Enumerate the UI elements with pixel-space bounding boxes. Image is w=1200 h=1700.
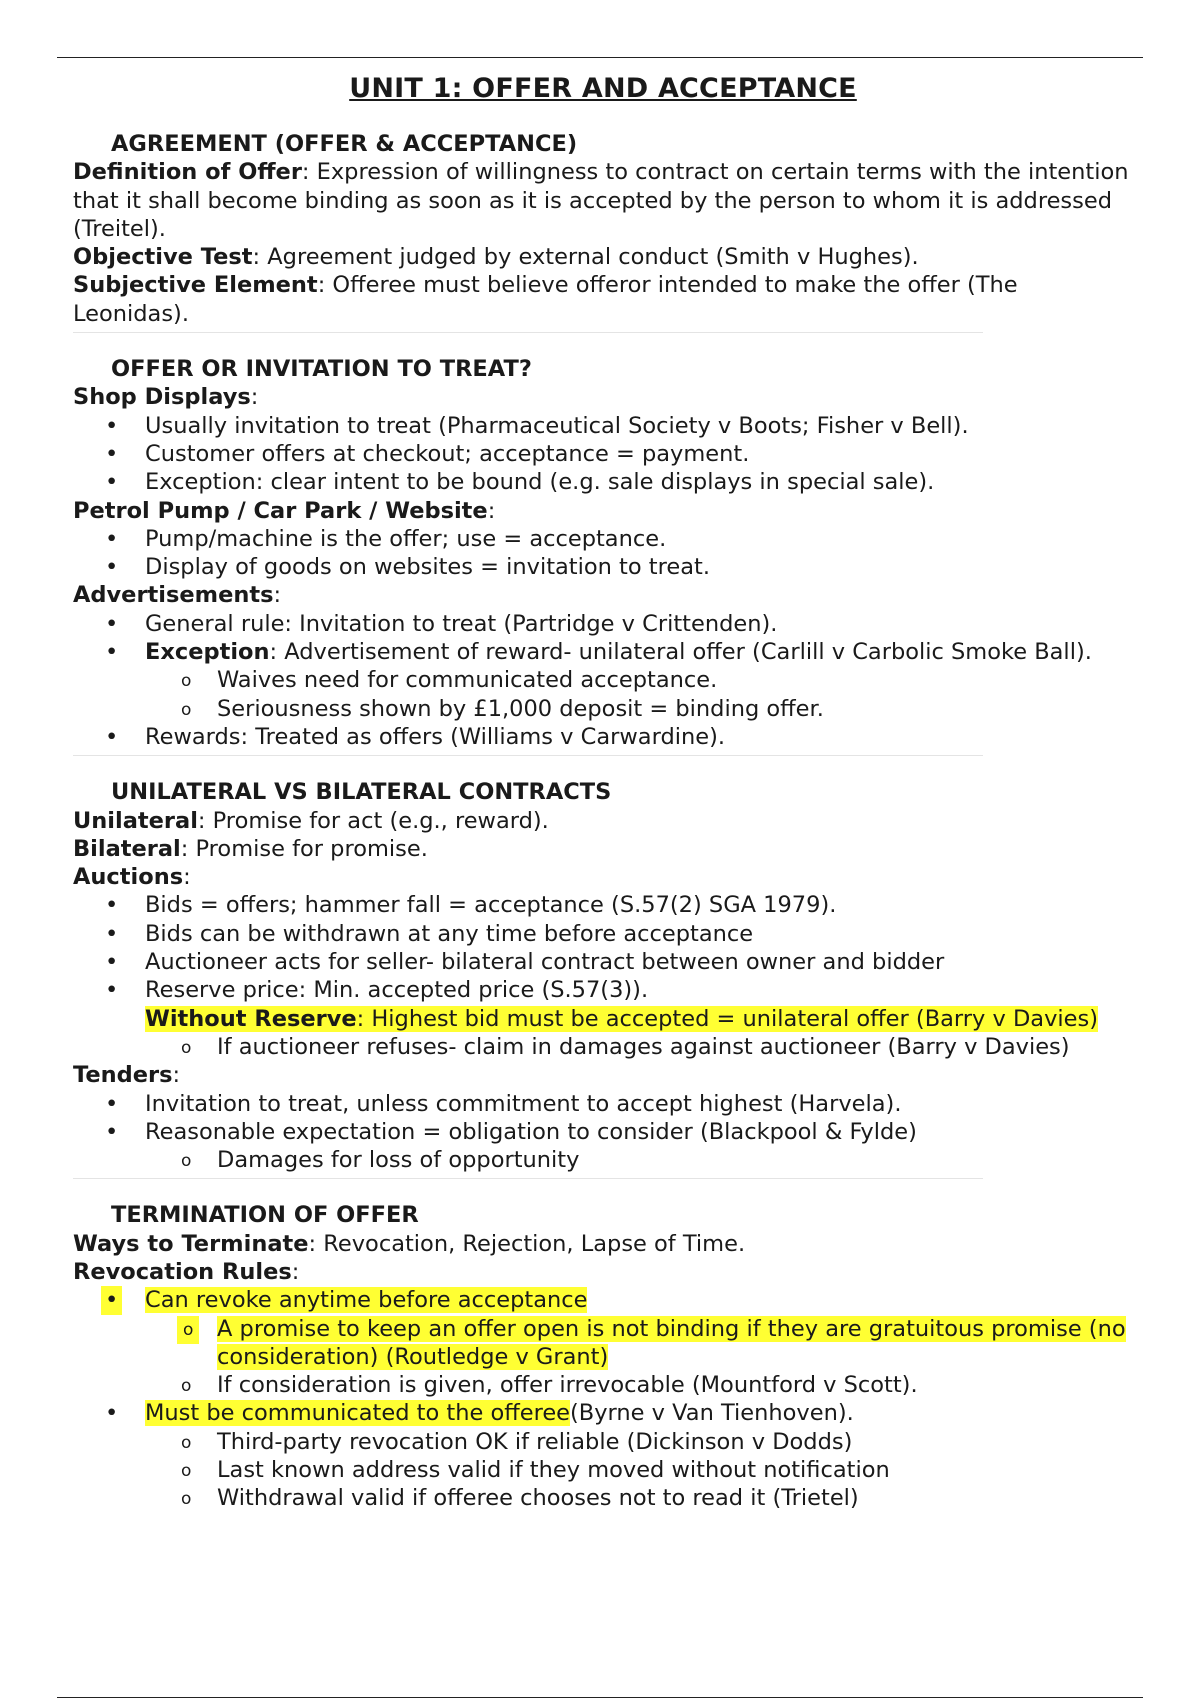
list-item: • Reasonable expectation = obligation to consider (Blackpool & Fylde) bbox=[73, 1118, 1133, 1146]
term-text: (Byrne v Van Tienhoven). bbox=[570, 1400, 854, 1427]
section-agreement bbox=[73, 130, 1133, 328]
term-label: Tenders bbox=[73, 1062, 173, 1089]
shop-displays-list bbox=[73, 412, 1133, 497]
term-label: Unilateral bbox=[73, 807, 198, 834]
colon: : bbox=[183, 864, 191, 891]
highlight: A promise to keep an offer open is not binding if they are gratuitous promise (no consideration) (Routledge v Grant) bbox=[217, 1315, 1126, 1370]
shop-displays-label bbox=[73, 383, 1133, 411]
revocation-list bbox=[73, 1286, 1133, 1512]
without-reserve-sublist bbox=[73, 1033, 1133, 1061]
term-text: : Agreement judged by external conduct (Smith v Hughes). bbox=[252, 244, 919, 271]
section-divider bbox=[73, 755, 983, 756]
colon: : bbox=[172, 1062, 181, 1089]
term-text: : Advertisement of reward- unilateral offer (Carlill v Carbolic Smoke Ball). bbox=[269, 639, 1092, 666]
list-item bbox=[73, 638, 1133, 666]
list-item: • Pump/machine is the offer; use = acceptance. bbox=[73, 525, 1133, 553]
highlight: Can revoke anytime before acceptance bbox=[145, 1287, 588, 1314]
highlight bbox=[145, 1006, 1098, 1032]
list-item: • General rule: Invitation to treat (Partridge v Crittenden). bbox=[73, 610, 1133, 638]
subjective-element bbox=[73, 271, 1133, 328]
term-text: : Promise for promise. bbox=[180, 835, 428, 862]
term-label: Ways to Terminate bbox=[73, 1230, 309, 1257]
auctions-label bbox=[73, 863, 1133, 891]
colon: : bbox=[487, 497, 496, 524]
list-item: • Display of goods on websites = invitation to treat. bbox=[73, 553, 1133, 581]
revocation-rules-label bbox=[73, 1258, 1133, 1286]
term-label: Bilateral bbox=[73, 835, 181, 862]
section-offer-or-itt bbox=[73, 355, 1133, 751]
term-text: : Offeree must believe offeror intended to make the offer (The Leonidas). bbox=[73, 272, 1018, 327]
highlight: Must be communicated to the offeree bbox=[145, 1400, 571, 1427]
section-heading: UNILATERAL VS BILATERAL CONTRACTS bbox=[111, 779, 612, 806]
unilateral-definition bbox=[73, 807, 1133, 835]
advertisements-label bbox=[73, 581, 1133, 609]
list-item: • Bids can be withdrawn at any time before acceptance bbox=[73, 920, 1133, 948]
section-divider bbox=[73, 1178, 983, 1179]
term-label: Auctions bbox=[73, 864, 184, 891]
ways-to-terminate bbox=[73, 1230, 1133, 1258]
auctions-list bbox=[73, 891, 1133, 1004]
list-item: • Auctioneer acts for seller- bilateral contract between owner and bidder bbox=[73, 948, 1133, 976]
term-label: Petrol Pump / Car Park / Website bbox=[73, 497, 488, 524]
term-label: Revocation Rules bbox=[73, 1258, 292, 1285]
term-text: : Expression of willingness to contract on certain terms with the intention that it shall become binding as soon as it is accepted by the person to whom it is addressed (Treitel). bbox=[73, 159, 1129, 242]
sub-list-item: o Damages for loss of opportunity bbox=[73, 1146, 1133, 1174]
list-item: • Rewards: Treated as offers (Williams v Carwardine). bbox=[73, 723, 1133, 751]
term-label: Objective Test bbox=[73, 244, 253, 271]
definition-of-offer bbox=[73, 158, 1133, 243]
term-text: : Revocation, Rejection, Lapse of Time. bbox=[308, 1230, 746, 1257]
without-reserve-note bbox=[73, 1005, 1133, 1033]
tenders-label bbox=[73, 1061, 1133, 1089]
sub-list-item: o If consideration is given, offer irrevocable (Mountford v Scott). bbox=[73, 1371, 1133, 1399]
colon: : bbox=[250, 384, 259, 411]
section-heading: TERMINATION OF OFFER bbox=[111, 1202, 419, 1229]
sub-list-item bbox=[73, 1315, 1133, 1372]
term-label: Without Reserve bbox=[145, 1005, 357, 1032]
bilateral-definition bbox=[73, 835, 1133, 863]
sub-list-item: o Seriousness shown by £1,000 deposit = binding offer. bbox=[73, 695, 1133, 723]
advertisements-list bbox=[73, 610, 1133, 751]
list-item bbox=[73, 1286, 1133, 1314]
list-item bbox=[73, 1399, 1133, 1427]
bottom-rule bbox=[57, 1697, 1143, 1698]
sub-list-item: o If auctioneer refuses- claim in damages against auctioneer (Barry v Davies) bbox=[73, 1033, 1133, 1061]
petrol-pump-label bbox=[73, 497, 1133, 525]
list-item: • Reserve price: Min. accepted price (S.57(3)). bbox=[73, 976, 1133, 1004]
sub-list-item: o Waives need for communicated acceptance. bbox=[73, 666, 1133, 694]
list-item: • Invitation to treat, unless commitment to accept highest (Harvela). bbox=[73, 1090, 1133, 1118]
term-label: Advertisements bbox=[73, 582, 274, 609]
term-text: : Promise for act (e.g., reward). bbox=[197, 807, 549, 834]
sub-list-item: o Withdrawal valid if offeree chooses not to read it (Trietel) bbox=[73, 1484, 1133, 1512]
sub-list-item: o Third-party revocation OK if reliable (Dickinson v Dodds) bbox=[73, 1428, 1133, 1456]
objective-test bbox=[73, 243, 1133, 271]
colon: : bbox=[273, 582, 282, 609]
section-heading: OFFER OR INVITATION TO TREAT? bbox=[111, 356, 532, 383]
term-label: Exception bbox=[145, 639, 270, 666]
list-item: • Customer offers at checkout; acceptance = payment. bbox=[73, 440, 1133, 468]
term-label: Subjective Element bbox=[73, 272, 318, 299]
section-termination bbox=[73, 1201, 1133, 1512]
term-label: Definition of Offer bbox=[73, 159, 302, 186]
section-divider bbox=[73, 332, 983, 333]
section-unilateral-bilateral bbox=[73, 778, 1133, 1174]
sub-list-item: o Last known address valid if they moved without notification bbox=[73, 1456, 1133, 1484]
document-page bbox=[73, 70, 1133, 1513]
page-title: UNIT 1: OFFER AND ACCEPTANCE bbox=[349, 73, 857, 104]
section-heading: AGREEMENT (OFFER & ACCEPTANCE) bbox=[111, 131, 578, 157]
list-item: • Bids = offers; hammer fall = acceptance (S.57(2) SGA 1979). bbox=[73, 891, 1133, 919]
list-item: • Usually invitation to treat (Pharmaceutical Society v Boots; Fisher v Bell). bbox=[73, 412, 1133, 440]
term-label: Shop Displays bbox=[73, 384, 251, 411]
colon: : bbox=[291, 1258, 300, 1285]
petrol-pump-list bbox=[73, 525, 1133, 582]
term-text: : Highest bid must be accepted = unilateral offer (Barry v Davies) bbox=[356, 1005, 1098, 1032]
tenders-list bbox=[73, 1090, 1133, 1175]
top-rule bbox=[57, 57, 1143, 58]
list-item: • Exception: clear intent to be bound (e.g. sale displays in special sale). bbox=[73, 468, 1133, 496]
